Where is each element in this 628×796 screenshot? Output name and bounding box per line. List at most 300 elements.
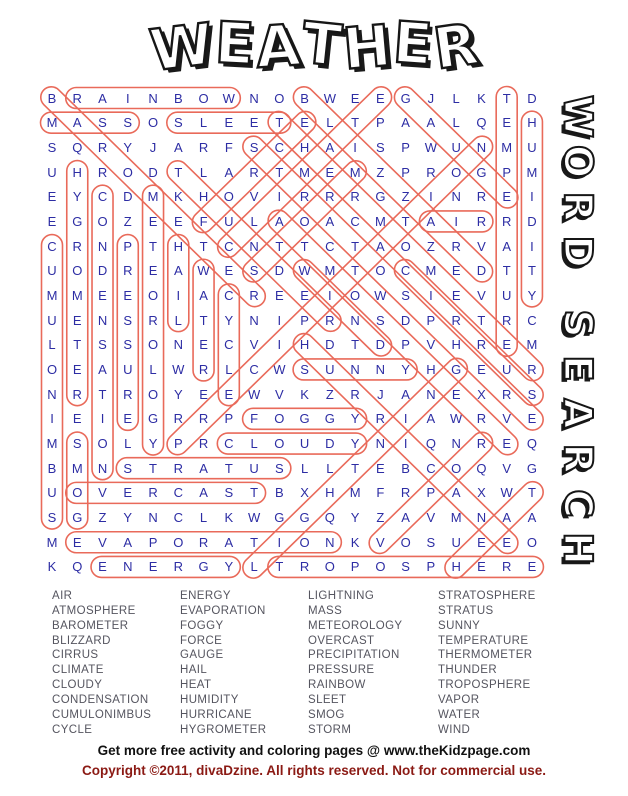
grid-letter: C <box>224 436 234 452</box>
grid-letter: V <box>502 460 511 476</box>
grid-letter: H <box>451 559 461 575</box>
grid-letter: L <box>199 510 208 526</box>
grid-letter: G <box>451 361 462 377</box>
grid-letter: D <box>476 263 487 279</box>
grid-letter: E <box>376 90 385 106</box>
grid-letter: R <box>501 213 512 229</box>
grid-letter: E <box>350 90 360 106</box>
grid-letter: E <box>47 189 57 205</box>
title-letter: E <box>390 9 435 78</box>
word-list-item: METEOROLOGY <box>308 619 403 632</box>
grid-letter: D <box>400 312 411 328</box>
grid-letter: G <box>72 510 83 526</box>
grid-letter: R <box>325 189 335 205</box>
grid-letter: I <box>530 238 534 254</box>
word-list-item: HYGROMETER <box>180 723 267 736</box>
grid-letter: M <box>450 510 462 526</box>
grid-letter: G <box>324 411 335 427</box>
grid-letter: E <box>502 534 511 550</box>
word-list-item: FOGGY <box>180 619 224 632</box>
word-list-item: CUMULONIMBUS <box>52 708 152 721</box>
grid-letter: M <box>46 287 58 303</box>
grid-letter: D <box>527 90 537 106</box>
grid-letter: O <box>274 90 285 106</box>
grid-letter: M <box>147 189 159 205</box>
grid-letter: G <box>476 164 487 180</box>
grid-letter: O <box>350 287 361 303</box>
grid-letter: D <box>148 164 158 180</box>
grid-letter: R <box>501 312 512 328</box>
grid-letter: Y <box>173 386 183 402</box>
grid-letter: T <box>275 115 284 131</box>
grid-letter: D <box>274 263 285 279</box>
grid-letter: Y <box>123 510 133 526</box>
grid-letter: T <box>351 115 360 131</box>
grid-letter: N <box>148 510 158 526</box>
grid-letter: U <box>224 213 234 229</box>
grid-letter: G <box>400 90 411 106</box>
grid-letter: W <box>247 386 261 402</box>
grid-letter: T <box>351 460 360 476</box>
grid-letter: A <box>376 238 385 254</box>
grid-letter: D <box>527 213 537 229</box>
grid-letter: Q <box>526 436 537 452</box>
word-list-item: STORM <box>308 723 352 736</box>
grid-letter: A <box>123 534 133 550</box>
side-title-letter: H <box>554 532 600 565</box>
grid-letter: O <box>46 361 58 377</box>
grid-letter: N <box>249 90 259 106</box>
title-letter: W <box>146 10 218 85</box>
grid-letter: R <box>123 263 133 279</box>
grid-letter: T <box>351 238 360 254</box>
grid-letter: I <box>403 411 408 427</box>
grid-letter: T <box>300 238 309 254</box>
grid-letter: J <box>427 90 435 106</box>
grid-letter: A <box>426 115 436 131</box>
grid-letter: A <box>401 510 410 526</box>
grid-letter: E <box>527 559 537 575</box>
grid-letter: H <box>325 485 335 501</box>
grid-letter: Q <box>72 139 83 155</box>
grid-letter: E <box>502 436 511 452</box>
grid-letter: R <box>148 312 158 328</box>
grid-letter: Q <box>476 460 487 476</box>
grid-letter: M <box>71 287 83 303</box>
grid-letter: A <box>401 386 410 402</box>
grid-letter: P <box>426 485 436 501</box>
grid-letter: A <box>451 485 461 501</box>
grid-letter: R <box>375 411 386 427</box>
grid-letter: O <box>173 534 184 550</box>
grid-letter: U <box>527 139 537 155</box>
grid-letter: T <box>199 238 208 254</box>
grid-letter: N <box>97 312 108 328</box>
grid-letter: T <box>250 534 259 550</box>
grid-letter: T <box>351 263 360 279</box>
word-list-item: THUNDER <box>438 664 498 677</box>
word-list-item: CLOUDY <box>52 679 103 692</box>
grid-letter: Y <box>148 436 158 452</box>
grid-letter: E <box>325 164 335 180</box>
grid-letter: S <box>98 337 107 353</box>
grid-letter: K <box>300 386 309 402</box>
grid-letter: P <box>376 115 385 131</box>
word-list-item: CYCLE <box>52 723 93 736</box>
grid-letter: C <box>249 361 259 377</box>
grid-letter: M <box>374 213 386 229</box>
grid-letter: U <box>325 361 335 377</box>
grid-letter: T <box>502 263 511 279</box>
grid-letter: I <box>125 90 130 106</box>
grid-letter: J <box>149 139 157 155</box>
grid-letter: R <box>148 485 158 501</box>
grid-letter: E <box>451 287 461 303</box>
grid-letter: N <box>476 510 487 526</box>
side-title <box>548 94 608 571</box>
grid-letter: U <box>47 485 57 501</box>
word-list-item: CONDENSATION <box>52 693 149 706</box>
grid-letter: C <box>350 213 360 229</box>
grid-letter: U <box>299 436 310 452</box>
word-list-item: STRATUS <box>438 604 494 617</box>
grid-letter: Z <box>98 510 107 526</box>
grid-letter: R <box>198 436 209 452</box>
grid-letter: I <box>100 411 105 427</box>
word-list-item: AIR <box>52 590 73 602</box>
grid-letter: R <box>476 213 487 229</box>
grid-letter: A <box>199 287 208 303</box>
side-title-letter: D <box>554 235 600 268</box>
grid-letter: E <box>376 460 385 476</box>
grid-letter: T <box>250 485 259 501</box>
grid-letter: W <box>197 263 210 279</box>
grid-letter: N <box>426 386 436 402</box>
grid-letter: E <box>148 263 158 279</box>
grid-letter: Y <box>350 436 360 452</box>
grid-letter: P <box>173 436 183 452</box>
grid-letter: R <box>249 164 259 180</box>
grid-letter: V <box>249 337 259 353</box>
word-list-item: CIRRUS <box>52 649 99 662</box>
grid-letter: O <box>324 559 335 575</box>
grid-letter: K <box>47 559 57 575</box>
grid-letter: M <box>425 263 437 279</box>
grid-letter: E <box>224 115 234 131</box>
side-title-letter: A <box>554 398 600 429</box>
grid-letter: S <box>376 312 385 328</box>
grid-letter: L <box>124 436 132 452</box>
grid-letter: I <box>353 139 357 155</box>
footer-copyright-text: Copyright ©2011, divaDzine. All rights reserved. Not for commercial use. <box>81 763 547 778</box>
grid-letter: A <box>199 460 208 476</box>
grid-letter: L <box>225 361 233 377</box>
side-title-letter: R <box>554 191 600 222</box>
grid-letter: P <box>300 312 309 328</box>
grid-letter: I <box>403 436 408 452</box>
grid-letter: E <box>72 361 82 377</box>
grid-letter: E <box>123 287 133 303</box>
grid-letter: R <box>451 238 461 254</box>
grid-letter: S <box>401 559 410 575</box>
grid-letter: M <box>349 485 361 501</box>
word-list-item: HEAT <box>180 679 212 692</box>
word-list-item: CLIMATE <box>52 664 104 677</box>
grid-letter: V <box>274 386 284 402</box>
word-list-item: ATMOSPHERE <box>52 604 136 617</box>
grid-letter: N <box>173 337 183 353</box>
grid-letter: E <box>300 287 309 303</box>
grid-letter: U <box>47 164 57 180</box>
grid-letter: M <box>501 139 513 155</box>
grid-letter: O <box>400 534 411 550</box>
grid-letter: O <box>147 386 159 402</box>
grid-letter: H <box>299 337 310 353</box>
grid-letter: R <box>198 139 209 155</box>
grid-letter: L <box>149 361 157 377</box>
grid-letter: M <box>46 436 58 452</box>
grid-letter: Z <box>376 510 385 526</box>
grid-letter: T <box>477 312 486 328</box>
grid-letter: M <box>46 115 58 131</box>
grid-letter: C <box>325 238 335 254</box>
grid-letter: L <box>452 115 460 131</box>
grid-letter: R <box>451 312 461 328</box>
grid-letter: N <box>148 90 158 106</box>
grid-letter: N <box>123 559 133 575</box>
grid-letter: E <box>72 312 82 328</box>
grid-letter: S <box>376 139 385 155</box>
grid-letter: A <box>502 238 511 254</box>
word-list-item: VAPOR <box>438 693 480 706</box>
side-title-letter: O <box>554 144 600 179</box>
word-list-item: HURRICANE <box>180 708 252 721</box>
grid-letter: P <box>426 559 436 575</box>
grid-letter: Z <box>123 213 132 229</box>
grid-letter: V <box>477 287 486 303</box>
grid-letter: K <box>477 90 486 106</box>
word-list-column <box>52 589 151 737</box>
grid-letter: A <box>426 411 436 427</box>
grid-letter: W <box>172 361 185 377</box>
grid-letter: M <box>71 460 83 476</box>
grid-letter: T <box>275 238 284 254</box>
grid-letter: E <box>451 263 461 279</box>
grid-letter: U <box>451 139 461 155</box>
side-title-letter: S <box>554 309 600 338</box>
grid-letter: A <box>426 213 436 229</box>
grid-letter: A <box>224 164 234 180</box>
grid-letter: N <box>47 386 57 402</box>
grid-letter: U <box>47 312 57 328</box>
grid-letter: N <box>375 361 386 377</box>
word-list-column <box>308 589 403 737</box>
grid-letter: H <box>426 361 436 377</box>
grid-letter: W <box>374 287 387 303</box>
footer <box>0 741 628 781</box>
grid-letter: L <box>199 115 208 131</box>
grid-letter: W <box>298 263 311 279</box>
grid-letter: K <box>350 534 360 550</box>
grid-letter: Z <box>376 164 385 180</box>
grid-letter: L <box>326 460 334 476</box>
grid-letter: E <box>173 213 183 229</box>
grid-letter: E <box>477 559 486 575</box>
grid-letter: O <box>375 559 386 575</box>
grid-letter: T <box>527 263 536 279</box>
grid-letter: B <box>274 485 284 501</box>
grid-letter: S <box>123 312 133 328</box>
grid-letter: G <box>299 510 310 526</box>
grid-letter: R <box>198 411 209 427</box>
grid-letter: K <box>224 510 234 526</box>
grid-letter: A <box>173 139 183 155</box>
grid-letter: U <box>501 361 512 377</box>
grid-letter: D <box>375 337 386 353</box>
grid-letter: Y <box>224 312 234 328</box>
grid-letter: N <box>249 238 259 254</box>
word-list-item: HAIL <box>180 664 208 677</box>
grid-letter: V <box>376 534 385 550</box>
grid-letter: T <box>149 460 157 476</box>
grid-letter: O <box>400 238 411 254</box>
grid-letter: L <box>48 337 56 353</box>
grid-letter: T <box>149 238 157 254</box>
grid-letter: O <box>198 90 209 106</box>
grid-letter: P <box>401 139 410 155</box>
grid-letter: H <box>72 164 82 180</box>
grid-letter: C <box>47 238 57 254</box>
grid-letter: G <box>274 510 285 526</box>
grid-letter: A <box>72 115 82 131</box>
grid-letter: R <box>173 559 183 575</box>
grid-letter: N <box>249 312 259 328</box>
grid-letter: I <box>429 189 433 205</box>
grid-letter: Y <box>527 287 537 303</box>
grid-letter: R <box>476 411 487 427</box>
grid-letter: Q <box>324 510 335 526</box>
grid-letter: Z <box>426 238 435 254</box>
grid-letter: O <box>299 534 310 550</box>
grid-letter: V <box>477 238 486 254</box>
grid-letter: L <box>199 164 208 180</box>
grid-letter: E <box>148 213 158 229</box>
word-list <box>0 589 628 737</box>
grid-letter: N <box>325 534 335 550</box>
grid-letter: O <box>147 287 159 303</box>
grid-letter: A <box>527 510 537 526</box>
grid-letter: E <box>72 411 82 427</box>
grid-letter: R <box>249 287 259 303</box>
grid-letter: O <box>526 534 537 550</box>
grid-letter: I <box>277 534 282 550</box>
grid-letter: Z <box>325 386 334 402</box>
grid-letter: Y <box>72 189 82 205</box>
word-list-item: WATER <box>438 708 481 721</box>
grid-letter: X <box>300 485 309 501</box>
word-list-item: SUNNY <box>438 619 481 632</box>
grid-letter: Q <box>476 115 487 131</box>
title-letter: A <box>253 12 303 81</box>
word-list-item: RAINBOW <box>308 679 366 692</box>
word-list-item: TEMPERATURE <box>438 634 529 647</box>
grid-letter: A <box>224 534 234 550</box>
grid-letter: F <box>199 213 208 229</box>
grid-letter: Z <box>401 189 410 205</box>
grid-letter: R <box>97 164 108 180</box>
word-list-item: PRESSURE <box>308 664 375 677</box>
grid-letter: U <box>123 361 133 377</box>
grid-letter: T <box>199 312 208 328</box>
grid-letter: E <box>47 213 57 229</box>
grid-letter: R <box>198 534 209 550</box>
title-letter: H <box>340 12 394 83</box>
grid-letter: I <box>277 189 282 205</box>
grid-letter: C <box>173 510 183 526</box>
grid-letter: P <box>502 164 511 180</box>
grid-letter: A <box>98 361 107 377</box>
grid-letter: U <box>249 460 259 476</box>
grid-letter: H <box>198 189 209 205</box>
grid-letter: Y <box>401 361 410 377</box>
grid-letter: G <box>198 559 209 575</box>
side-title-letter: E <box>554 355 600 382</box>
grid-letter: Q <box>425 436 436 452</box>
word-list-item: TROPOSPHERE <box>438 679 531 692</box>
grid-letter: P <box>350 559 360 575</box>
grid-letter: E <box>502 189 511 205</box>
grid-letter: C <box>426 460 436 476</box>
grid-letter: C <box>224 287 234 303</box>
grid-letter: F <box>250 411 259 427</box>
grid-letter: S <box>47 139 57 155</box>
grid-letter: D <box>325 337 335 353</box>
grid-letter: A <box>502 510 511 526</box>
title-letter: T <box>299 9 345 80</box>
grid-letter: U <box>451 534 461 550</box>
grid-letter: S <box>123 337 133 353</box>
grid-letter: L <box>452 90 460 106</box>
grid-letter: O <box>299 213 310 229</box>
grid-letter: T <box>275 559 284 575</box>
grid-letter: T <box>73 337 82 353</box>
grid-letter: S <box>527 386 537 402</box>
grid-letter: S <box>249 263 259 279</box>
grid-letter: Y <box>224 559 234 575</box>
grid-letter: T <box>502 90 511 106</box>
grid-letter: I <box>277 337 282 353</box>
grid-letter: Y <box>350 510 360 526</box>
grid-letter: W <box>323 90 336 106</box>
grid-letter: P <box>224 411 234 427</box>
grid-letter: N <box>97 460 108 476</box>
word-list-item: STRATOSPHERE <box>438 590 536 602</box>
grid-letter: S <box>72 436 82 452</box>
grid-letter: C <box>173 485 183 501</box>
word-list-item: HUMIDITY <box>180 693 239 706</box>
grid-letter: V <box>502 411 511 427</box>
word-list-item: BLIZZARD <box>52 634 111 647</box>
grid-letter: N <box>451 436 461 452</box>
grid-letter: H <box>299 139 310 155</box>
grid-letter: R <box>476 337 487 353</box>
grid-letter: E <box>123 485 133 501</box>
grid-letter: O <box>274 411 285 427</box>
grid-letter: G <box>375 189 386 205</box>
word-list-item: ENERGY <box>180 590 231 602</box>
grid-letter: Q <box>72 559 83 575</box>
grid-letter: E <box>199 337 208 353</box>
